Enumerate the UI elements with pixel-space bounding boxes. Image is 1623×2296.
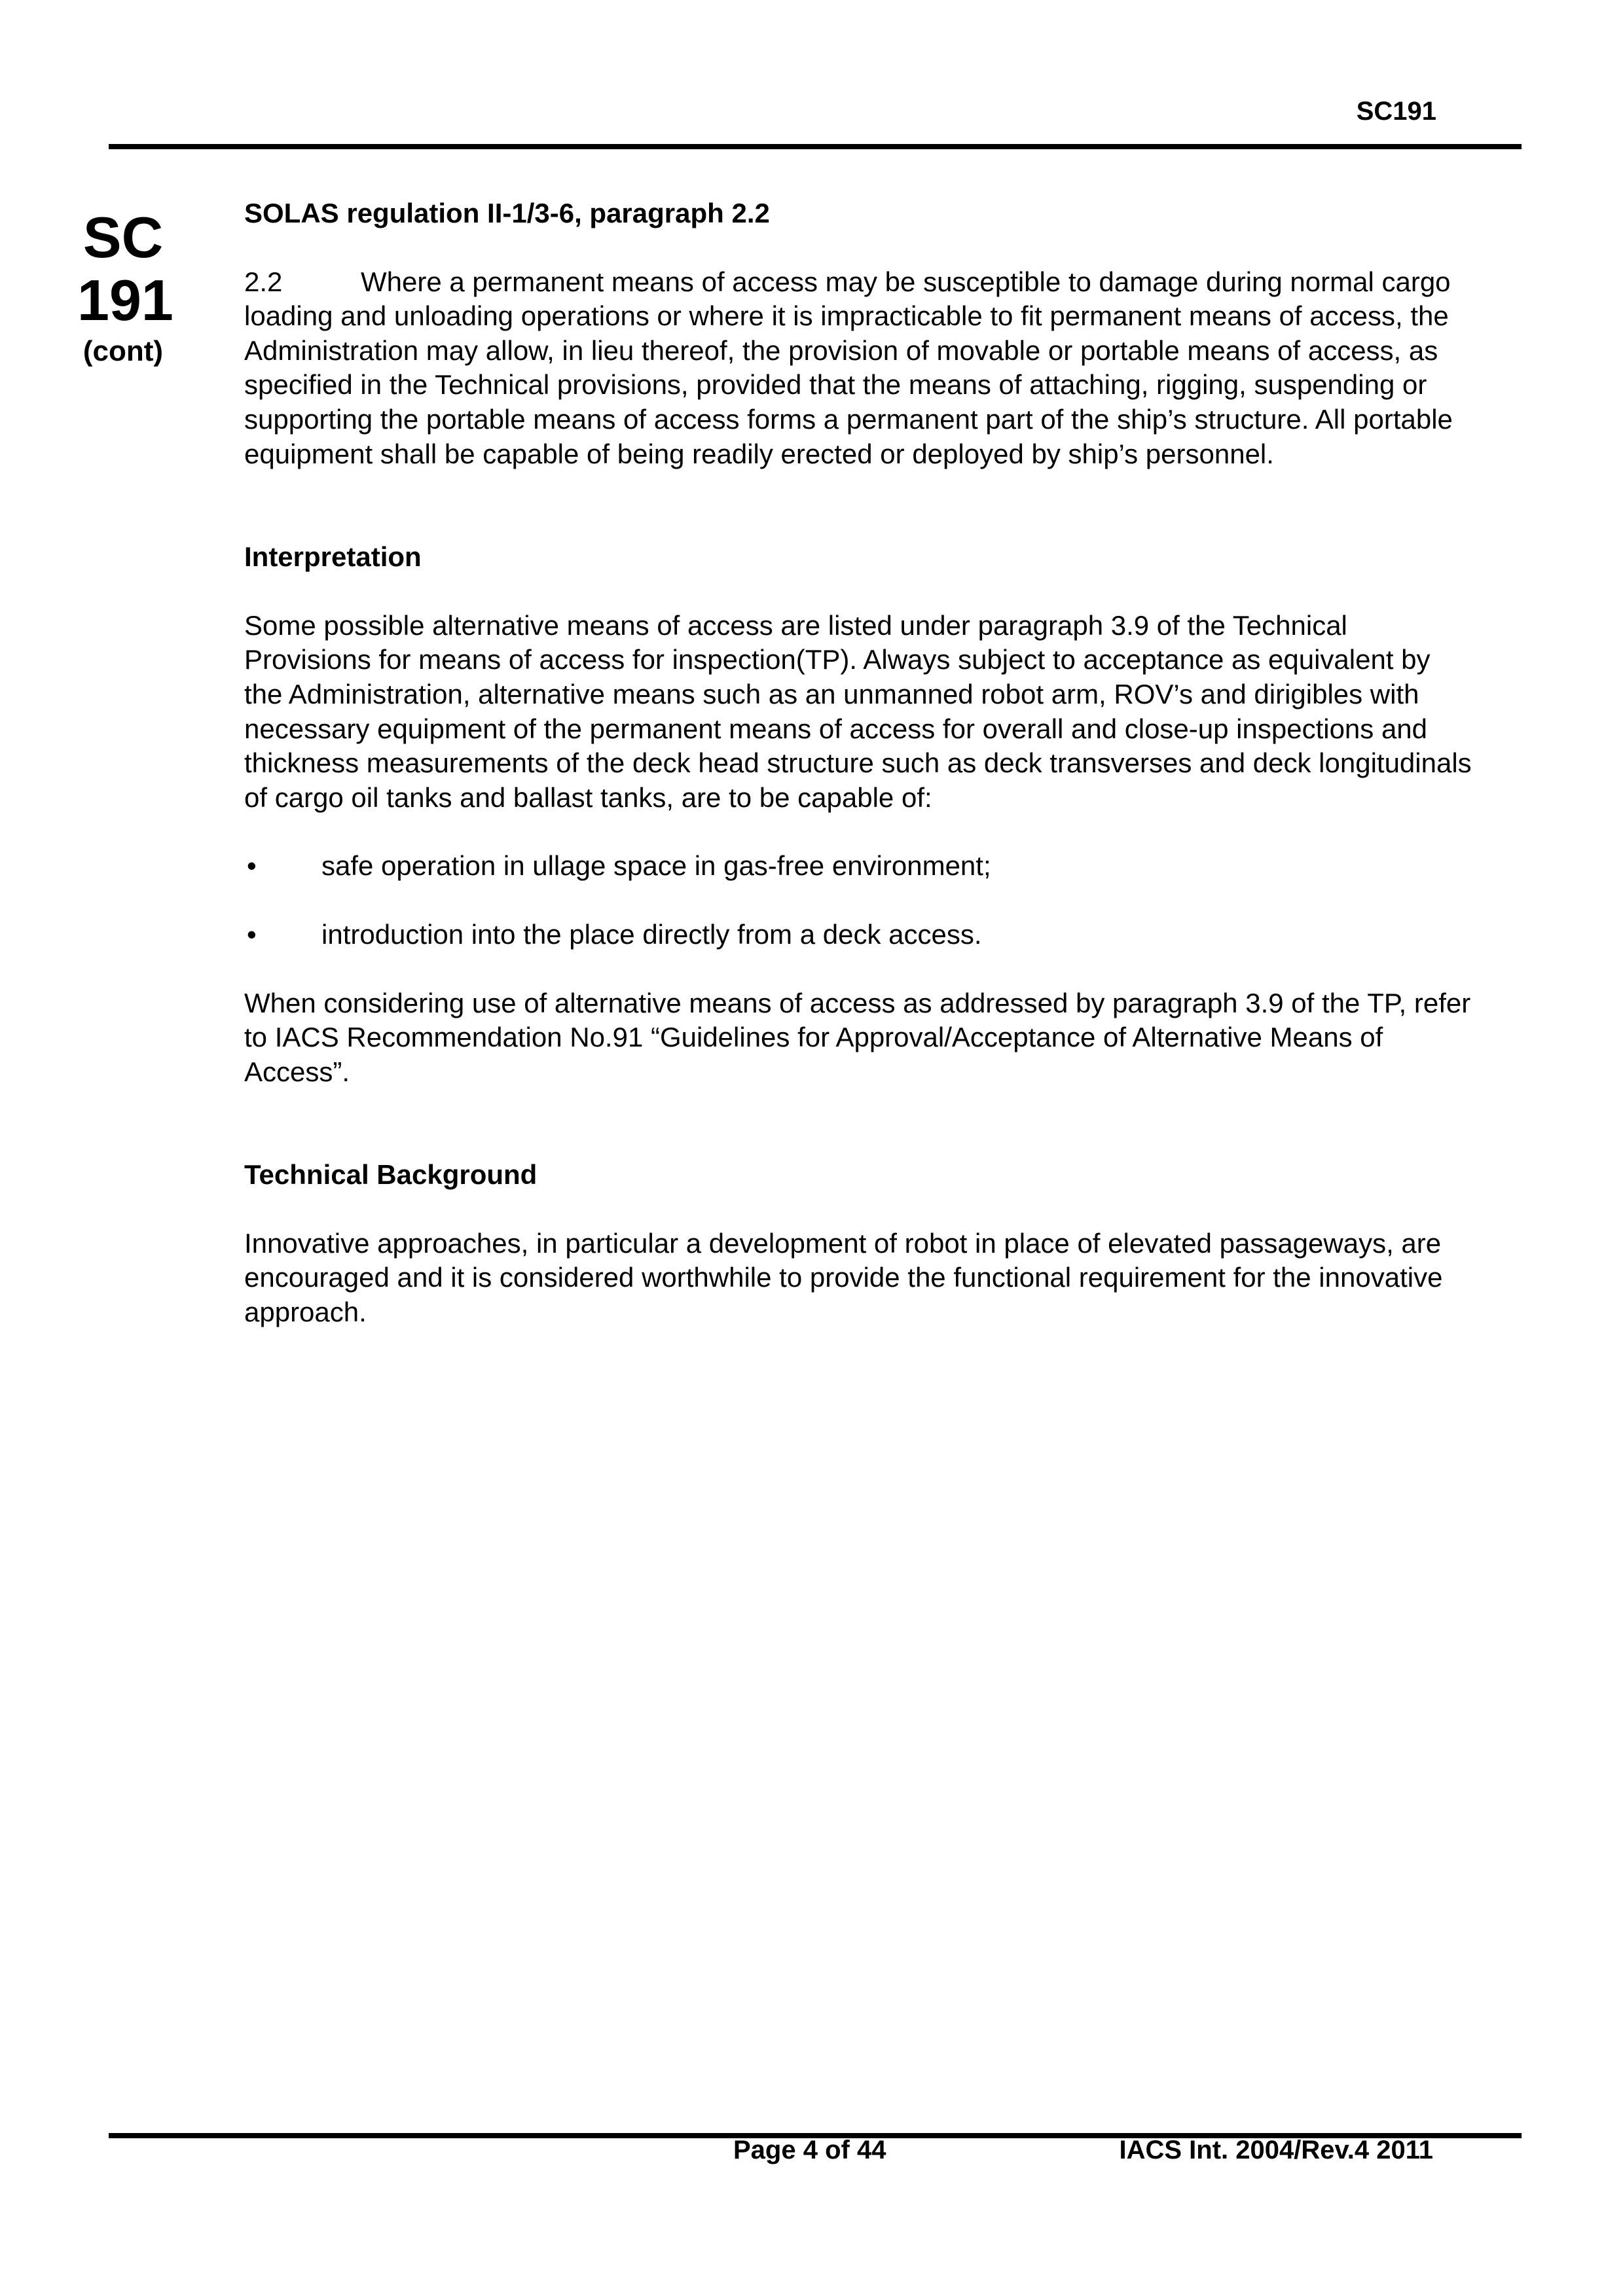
paragraph-number: 2.2	[244, 266, 283, 297]
document-body	[244, 196, 1475, 1330]
footer-page-number: Page 4 of 44	[733, 2136, 886, 2164]
margin-number: 191	[77, 268, 173, 332]
bullet-text: introduction into the place directly from a deck access.	[321, 918, 982, 950]
bullet-dot-icon: •	[247, 918, 257, 950]
bullet-item	[244, 849, 1475, 884]
technical-background-text: Innovative approaches, in particular a development of robot in place of elevated passageways, are encouraged and it is considered worthwhile to provide the functional requirement for the innovative approach.	[244, 1227, 1443, 1328]
interpretation-closing: When considering use of alternative means of access as addressed by paragraph 3.9 of the TP, refer to IACS Recommendation No.91 “Guidelines for Approval/Acceptance of Alternative Means of Access”.	[244, 987, 1471, 1087]
bullet-dot-icon: •	[247, 850, 257, 882]
bullet-item	[244, 918, 1475, 952]
header-rule	[109, 144, 1522, 149]
interpretation-heading: Interpretation	[244, 541, 422, 573]
regulation-paragraph	[244, 265, 1475, 472]
margin-cont: (cont)	[82, 335, 164, 367]
section-title: SOLAS regulation II-1/3-6, paragraph 2.2	[244, 198, 770, 228]
paragraph-text: Where a permanent means of access may be susceptible to damage during normal cargo loading and unloading operations or where it is impracticable to fit permanent means of access, the Administration may allow, in lieu thereof, the provision of movable or portable means of access, as specified in the Technical provisions, provided that the means of attaching, rigging, suspending or supporting the portable means of access forms a permanent part of the ship’s structure. All portable equipment shall be capable of being readily erected or deployed by ship’s personnel.	[244, 266, 1453, 469]
technical-background-heading: Technical Background	[244, 1159, 538, 1191]
bullet-text: safe operation in ullage space in gas-free environment;	[321, 850, 991, 882]
footer-reference: IACS Int. 2004/Rev.4 2011	[1119, 2136, 1433, 2164]
margin-sc: SC	[82, 205, 164, 270]
interpretation-intro: Some possible alternative means of access are listed under paragraph 3.9 of the Technical Provisions for means of access for inspection(TP). Always subject to acceptance as equivalent by the Administration, alternative means such as an unmanned robot arm, ROV’s and dirigibles with necessary equipment of the permanent means of access for overall and close-up inspections and thickness measurements of the deck head structure such as deck transverses and deck longitudinals of cargo oil tanks and ballast tanks, are to be capable of:	[244, 609, 1472, 813]
header-code: SC191	[1356, 97, 1436, 126]
margin-label	[77, 205, 173, 370]
interpretation-bullets	[244, 849, 1475, 952]
